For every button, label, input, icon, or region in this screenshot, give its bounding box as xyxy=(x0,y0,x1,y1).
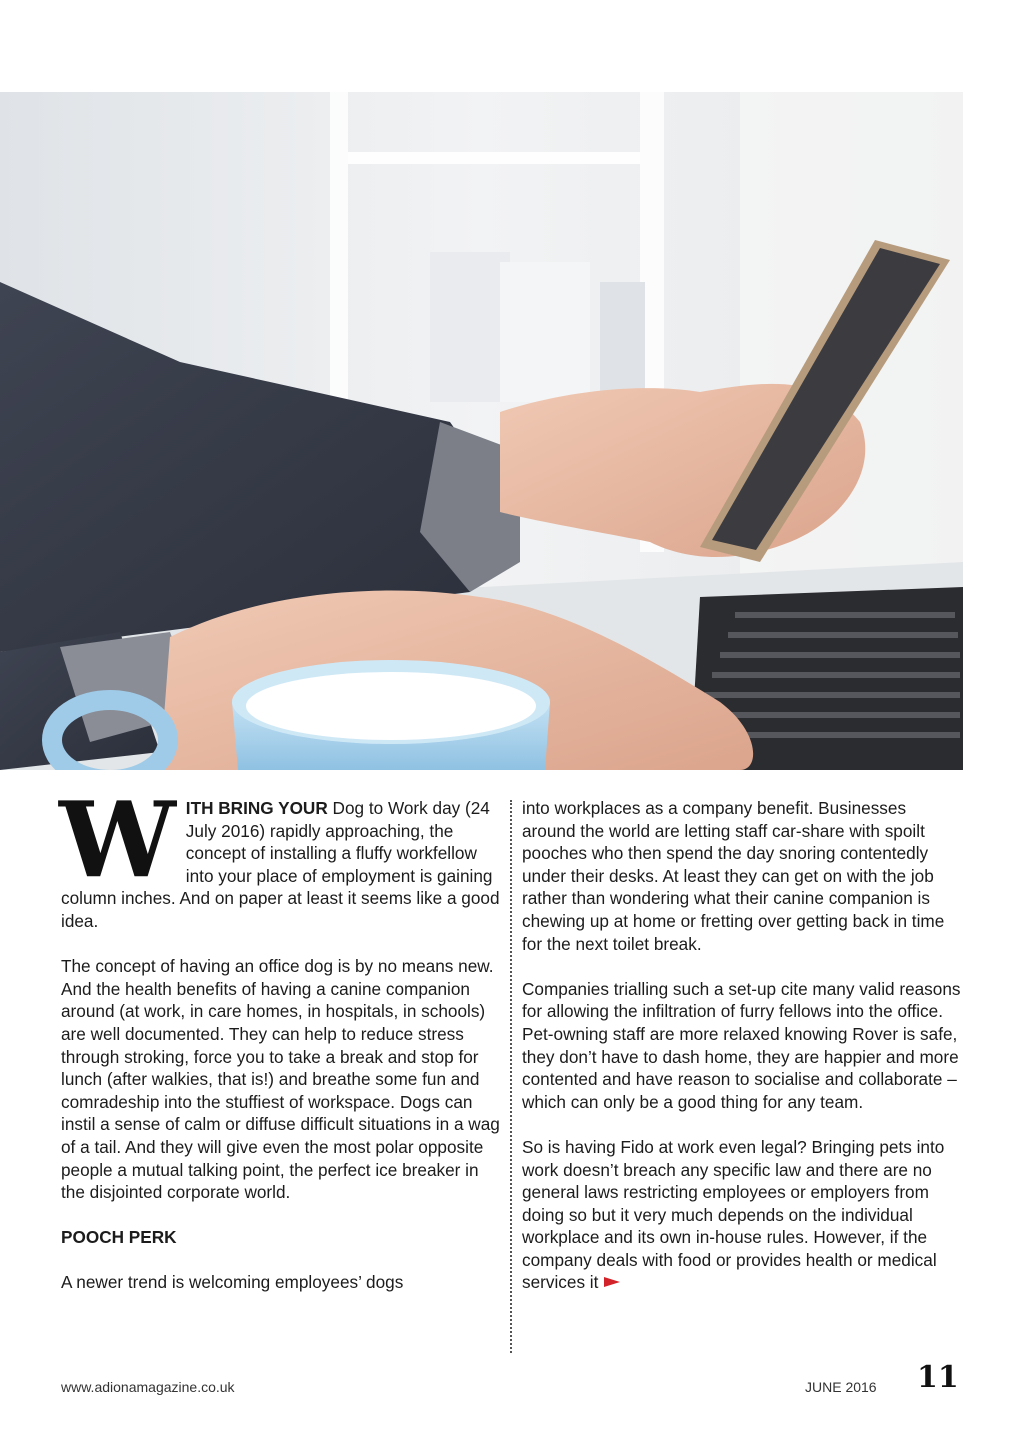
footer-website-url: www.adionamagazine.co.uk xyxy=(61,1379,235,1395)
body-text: So is having Fido at work even legal? Bringing pets into work doesn’t breach any specific law and there are no general laws restricting employees or employers from doing so but it very much depends on the individual workplace and its own in-house rules. However, if the company deals with food or provides health or medical services it xyxy=(522,1136,945,1293)
column-divider xyxy=(510,800,512,1353)
hero-photo xyxy=(0,92,963,770)
drop-cap: W xyxy=(59,778,176,901)
body-paragraph: A newer trend is welcoming employees’ dogs xyxy=(61,1272,404,1293)
body-paragraph: Companies trialling such a set-up cite many valid reasons for allowing the infiltration of furry fellows into the office. Pet-owning staff are more relaxed knowing Rover is safe, they don’t have to dash home, they are happier and more contented and have reason to socialise and collaborate – which can only be a good thing for any team. xyxy=(522,978,961,1112)
body-paragraph-continued xyxy=(522,1136,962,1294)
intro-paragraph xyxy=(59,778,501,933)
article-column-right xyxy=(522,797,962,1317)
section-subheading: POOCH PERK xyxy=(61,1227,177,1248)
lead-in-caps: ITH BRING YOUR xyxy=(185,798,328,818)
article-column-left xyxy=(59,778,501,1317)
continue-arrow-icon xyxy=(604,1277,620,1287)
intro-text: Dog to Work day (24 July 2016) rapidly approaching, the concept of installing a fluffy workfellow into your place of employment is gaining column inches. And on paper at least it seems like a good idea. xyxy=(61,798,500,931)
body-paragraph: into workplaces as a company benefit. Businesses around the world are letting staff car-share with spoilt pooches who then spend the day snoring contentedly under their desks. At least they can get on with the job rather than wondering what their canine companion is chewing up at home or fretting over getting back in time for the next toilet break. xyxy=(522,798,945,954)
page-number: 11 xyxy=(917,1360,959,1395)
body-paragraph: The concept of having an office dog is by no means new. And the health benefits of having a canine companion around (at work, in care homes, in hospitals, in schools) are well documented. They can help to reduce stress through stroking, force you to take a break and stop for lunch (after walkies, that is!) and breathe some fun and comradeship into the stuffiest of workspace. Dogs can instil a sense of calm or diffuse difficult situations in a wag of a tail. And they will give even the most polar opposite people a mutual talking point, the perfect ice breaker in the disjointed corporate world. xyxy=(61,956,500,1203)
footer-issue-date: JUNE 2016 xyxy=(805,1379,877,1395)
